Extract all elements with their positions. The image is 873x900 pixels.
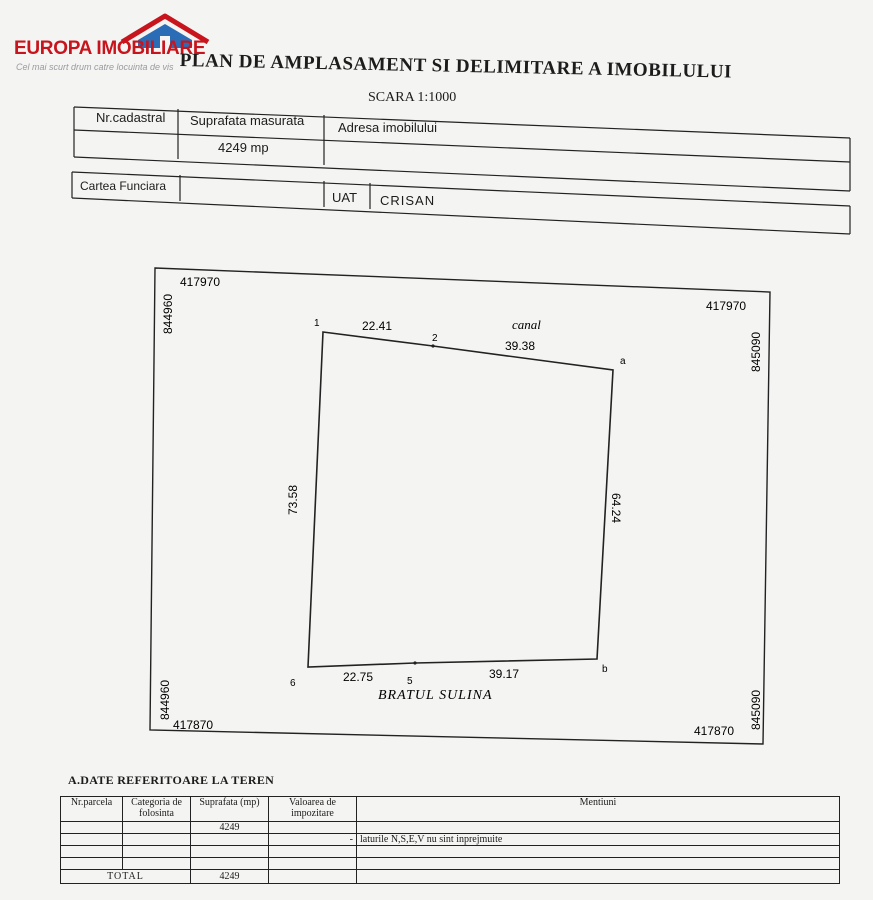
table-cell <box>61 858 123 870</box>
table-cell <box>191 834 269 846</box>
distance-a-b: 64.24 <box>609 493 623 524</box>
table-cell <box>269 870 357 884</box>
table-cell <box>61 822 123 834</box>
point-6-label: 6 <box>290 678 296 689</box>
coord-bottom-right-x: 417870 <box>694 724 735 738</box>
table-cell <box>123 834 191 846</box>
point-5-label: 5 <box>407 676 413 687</box>
point-1-label: 1 <box>314 318 320 329</box>
table-cell <box>269 858 357 870</box>
suprafata-value: 4249 mp <box>218 140 269 155</box>
point-b-label: b <box>602 664 608 675</box>
page-title: PLAN DE AMPLASAMENT SI DELIMITARE A IMOBILULUI <box>179 50 733 83</box>
header-nr-parcela: Nr.parcela <box>61 797 123 822</box>
scale-label: SCARA 1:1000 <box>368 90 457 105</box>
table-cell <box>191 858 269 870</box>
coord-top-right-y: 845090 <box>749 331 763 372</box>
distance-2-a: 39.38 <box>505 339 536 353</box>
total-row <box>61 870 840 884</box>
logo-tagline: Cel mai scurt drum catre locuinta de vis <box>16 62 174 72</box>
distance-1-2: 22.41 <box>362 319 393 333</box>
table-row <box>61 822 840 834</box>
table-row <box>61 858 840 870</box>
table-cell <box>123 822 191 834</box>
table-row <box>61 834 840 846</box>
distance-b-5: 39.17 <box>489 667 520 681</box>
logo-brand: EUROPA IMOBILIARE <box>14 38 206 59</box>
suprafata-label: Suprafata masurata <box>190 113 305 128</box>
table-cell <box>357 846 840 858</box>
header-mentiuni: Mentiuni <box>357 797 840 822</box>
land-table-header-row <box>61 797 840 822</box>
total-label: TOTAL <box>61 870 191 884</box>
plan-frame <box>150 268 770 744</box>
uat-value: CRISAN <box>380 193 436 208</box>
adresa-label: Adresa imobilului <box>338 120 437 135</box>
table-cell <box>269 822 357 834</box>
table-cell: - <box>269 834 357 846</box>
coord-top-left-x: 417970 <box>180 275 221 289</box>
table-cell: laturile N,S,E,V nu sint inprejmuite <box>357 834 840 846</box>
table-cell <box>191 846 269 858</box>
coord-bottom-left-x: 417870 <box>173 718 214 732</box>
point-2-label: 2 <box>432 333 438 344</box>
header-categoria: Categoria de folosinta <box>123 797 191 822</box>
land-data-table <box>60 796 840 884</box>
table-cell: 4249 <box>191 822 269 834</box>
land-data-section-title: A.DATE REFERITOARE LA TEREN <box>68 773 275 787</box>
coord-top-left-y: 844960 <box>161 293 175 334</box>
header-valoarea: Valoarea de impozitare <box>269 797 357 822</box>
table-cell <box>357 870 840 884</box>
nr-cadastral-label: Nr.cadastral <box>96 110 166 125</box>
distance-5-6: 22.75 <box>343 670 374 684</box>
table-row <box>61 846 840 858</box>
coord-bottom-right-y: 845090 <box>749 689 763 730</box>
distance-6-1: 73.58 <box>286 484 300 515</box>
table-cell <box>357 858 840 870</box>
neighbor-north: canal <box>512 317 541 332</box>
table-cell <box>61 834 123 846</box>
table-cell <box>357 822 840 834</box>
uat-label: UAT <box>332 190 358 205</box>
neighbor-south: BRATUL SULINA <box>378 688 493 703</box>
table-cell <box>269 846 357 858</box>
total-value: 4249 <box>191 870 269 884</box>
parcel-outline <box>308 332 613 667</box>
table-cell <box>123 846 191 858</box>
header-suprafata: Suprafata (mp) <box>191 797 269 822</box>
table-cell <box>61 846 123 858</box>
carte-funciara-label: Cartea Funciara <box>80 179 167 193</box>
table-cell <box>123 858 191 870</box>
coord-bottom-left-y: 844960 <box>158 679 172 720</box>
point-a-label: a <box>620 356 626 367</box>
coord-top-right-x: 417970 <box>706 299 747 313</box>
